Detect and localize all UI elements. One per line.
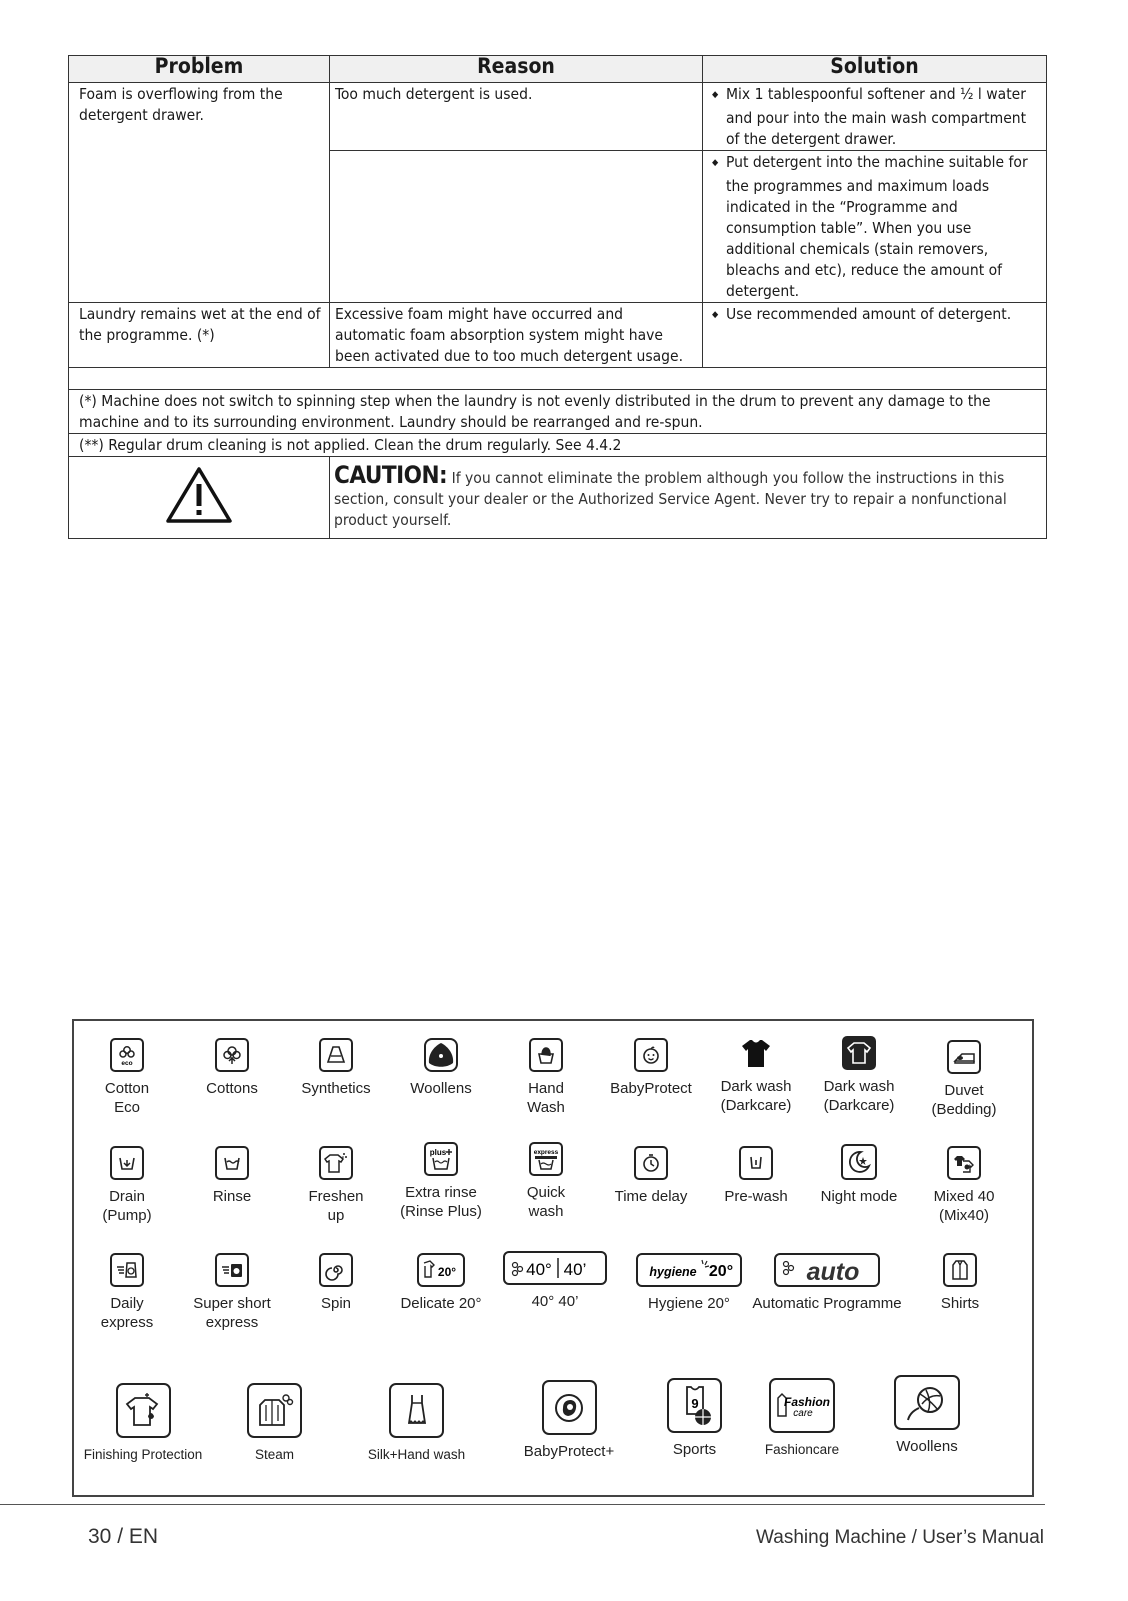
- solution-bullet: ◆ Mix 1 tablespoonful softener and ½ l water and pour into the main wash compartment of the detergent drawer.: [708, 84, 1041, 150]
- header-reason: Reason: [330, 56, 703, 83]
- header-solution: Solution: [703, 56, 1047, 83]
- caution-title: CAUTION:: [334, 461, 448, 489]
- solution-bullet: ◆ Put detergent into the machine suitable for the programmes and maximum loads indicated in the “Programme and consumption table”. When you use additional chemicals (stain removers, bleachs and etc), reduce the amount of detergent.: [708, 152, 1041, 302]
- symbol-label: Synthetics: [301, 1080, 371, 1097]
- super-short-express-icon: [215, 1253, 249, 1287]
- symbol-label: Hand Wash: [527, 1080, 565, 1116]
- problem-cell: Laundry remains wet at the end of the programme. (*): [69, 303, 330, 368]
- auto-text: auto: [806, 1258, 860, 1284]
- note-row: [69, 390, 1047, 434]
- eco-cotton-icon: [110, 1038, 144, 1072]
- symbol-label: Automatic Programme: [752, 1295, 902, 1312]
- steam-icon: [247, 1383, 302, 1438]
- symbol-cottons: [192, 1038, 272, 1098]
- rinse-icon: [215, 1146, 249, 1180]
- caution-text-cell: [330, 457, 1047, 539]
- note-spin: (*) Machine does not switch to spinning step when the laundry is not evenly distributed in the drum to prevent any damage to the machine and to its surrounding environment. Laundry should be rearranged and re-spun.: [69, 390, 1047, 434]
- symbol-label: Silk+Hand wash: [367, 1447, 466, 1462]
- symbol-label: Steam: [254, 1447, 295, 1462]
- symbol-extra-rinse: [391, 1142, 491, 1221]
- symbol-label: Mixed 40 (Mix40): [933, 1188, 995, 1224]
- delicate-temp-text: 20°: [437, 1265, 457, 1279]
- drain-icon: [110, 1146, 144, 1180]
- page-number: 30 / EN: [88, 1525, 159, 1548]
- symbol-time-delay: [601, 1146, 701, 1206]
- forty-b-text: 40’: [563, 1260, 587, 1279]
- symbol-label: Sports: [672, 1441, 717, 1458]
- mixed-40-icon: [947, 1146, 981, 1180]
- hygiene-20-icon: [636, 1253, 742, 1287]
- symbol-label: Fashioncare: [764, 1442, 840, 1457]
- fashioncare-icon: [769, 1378, 835, 1433]
- express-text: express: [533, 1149, 559, 1156]
- extra-rinse-icon: [424, 1142, 458, 1176]
- shirts-icon: [943, 1253, 977, 1287]
- symbol-label: Hygiene 20°: [648, 1295, 730, 1312]
- symbol-label: Duvet (Bedding): [931, 1082, 997, 1118]
- solution-bullet: ◆ Use recommended amount of detergent.: [708, 304, 1041, 328]
- forty-forty-icon: [503, 1251, 607, 1285]
- sports-number: 9: [690, 1395, 699, 1411]
- symbol-automatic-programme: [747, 1253, 907, 1313]
- caution-text: If you cannot eliminate the problem although you follow the instructions in this section, consult your dealer or the Authorized Service Agent. Never try to repair a nonfunctional product yourself.: [334, 469, 1007, 529]
- solution-cell: [703, 303, 1047, 368]
- symbol-daily-express: [87, 1253, 167, 1332]
- time-delay-icon: [634, 1146, 668, 1180]
- spin-icon: [319, 1253, 353, 1287]
- symbol-label: Woollens: [896, 1438, 958, 1455]
- hygiene-temp-text: 20°: [708, 1263, 734, 1280]
- symbol-label: Delicate 20°: [400, 1295, 482, 1312]
- reason-cell: Excessive foam might have occurred and automatic foam absorption system might have been activated due to too much detergent usage.: [330, 303, 703, 368]
- symbol-label: Shirts: [940, 1295, 980, 1312]
- symbol-label: Spin: [320, 1295, 352, 1312]
- duvet-icon: [947, 1040, 981, 1074]
- symbol-woollens: [401, 1038, 481, 1098]
- symbol-label: Quick wash: [526, 1184, 566, 1220]
- cotton-flower-icon: [215, 1038, 249, 1072]
- symbol-label: 40° 40’: [531, 1293, 579, 1310]
- footer-divider: [0, 1504, 1045, 1505]
- hygiene-word-text: hygiene: [649, 1265, 697, 1279]
- symbol-forty-forty: [496, 1251, 614, 1311]
- symbol-label: Super short express: [193, 1295, 271, 1331]
- daily-express-icon: [110, 1253, 144, 1287]
- symbol-silk-hand-wash: [354, 1383, 479, 1464]
- woollens-yarn-icon: [894, 1375, 960, 1430]
- symbol-drain: [87, 1146, 167, 1225]
- symbol-fashioncare: [752, 1378, 852, 1459]
- eco-text: eco: [121, 1060, 133, 1066]
- symbol-dark-wash-2: [809, 1036, 909, 1115]
- problem-cell: Foam is overflowing from the detergent drawer.: [69, 83, 330, 303]
- symbol-label: Cottons: [206, 1080, 258, 1097]
- note-drum: (**) Regular drum cleaning is not applied. Clean the drum regularly. See 4.4.2: [69, 434, 1047, 457]
- symbol-super-short-express: [182, 1253, 282, 1332]
- symbol-label: Rinse: [212, 1188, 252, 1205]
- hand-wash-icon: [529, 1038, 563, 1072]
- symbol-woollens-yarn: [882, 1375, 972, 1456]
- symbol-label: Daily express: [100, 1295, 154, 1331]
- symbol-label: Freshen up: [308, 1188, 364, 1224]
- symbol-night-mode: [809, 1144, 909, 1206]
- symbol-hand-wash: [506, 1038, 586, 1117]
- symbol-label: Time delay: [614, 1188, 688, 1205]
- symbol-quick-wash: [506, 1142, 586, 1221]
- symbol-rinse: [192, 1146, 272, 1206]
- fashion-text-2: care: [793, 1407, 813, 1419]
- symbol-label: BabyProtect: [610, 1080, 692, 1097]
- spacer-cell: [69, 368, 1047, 390]
- dark-tshirt-outline-icon: [842, 1036, 876, 1070]
- quick-wash-icon: [529, 1142, 563, 1176]
- symbol-dark-wash: [706, 1036, 806, 1115]
- symbol-delicate-20: [391, 1253, 491, 1313]
- symbol-sports: [647, 1378, 742, 1459]
- table-header-row: [69, 56, 1047, 83]
- symbol-mixed-40: [914, 1146, 1014, 1225]
- symbol-babyprotect-plus: [504, 1380, 634, 1461]
- symbol-synthetics: [296, 1038, 376, 1098]
- symbol-cotton-eco: [87, 1038, 167, 1117]
- note-row: [69, 434, 1047, 457]
- symbol-label: Night mode: [820, 1188, 898, 1205]
- pre-wash-icon: [739, 1146, 773, 1180]
- symbol-label: Cotton Eco: [104, 1080, 150, 1116]
- symbol-shirts: [920, 1253, 1000, 1313]
- programme-symbols-legend: [72, 1019, 1034, 1497]
- document-title: Washing Machine / User’s Manual: [756, 1527, 1044, 1548]
- symbol-label: Dark wash (Darkcare): [720, 1078, 792, 1114]
- header-problem: Problem: [69, 56, 330, 83]
- baby-face-icon: [634, 1038, 668, 1072]
- symbol-label: Extra rinse (Rinse Plus): [400, 1184, 482, 1220]
- symbol-duvet: [914, 1040, 1014, 1119]
- caution-row: [69, 457, 1047, 539]
- delicate-20-icon: [417, 1253, 465, 1287]
- babyprotect-plus-icon: [542, 1380, 597, 1435]
- table-row: [69, 303, 1047, 368]
- night-mode-icon: [841, 1144, 877, 1180]
- symbol-label: Finishing Protection: [83, 1447, 203, 1462]
- symbol-babyprotect: [601, 1038, 701, 1098]
- solution-cell: [703, 151, 1047, 303]
- synthetics-shirt-icon: [319, 1038, 353, 1072]
- symbol-label: Pre-wash: [724, 1188, 788, 1205]
- symbol-freshen-up: [296, 1146, 376, 1225]
- symbol-label: BabyProtect+: [523, 1443, 615, 1460]
- warning-triangle-icon: [165, 466, 233, 524]
- freshen-up-icon: [319, 1146, 353, 1180]
- symbol-pre-wash: [706, 1146, 806, 1206]
- troubleshooting-table: [68, 55, 1047, 539]
- symbol-label: Drain (Pump): [102, 1188, 152, 1224]
- table-row: [69, 83, 1047, 151]
- plus-text: plus: [429, 1148, 447, 1157]
- symbol-finishing-protection: [78, 1383, 208, 1464]
- silk-hand-wash-icon: [389, 1383, 444, 1438]
- symbol-steam: [217, 1383, 332, 1464]
- sports-icon: [667, 1378, 722, 1433]
- dark-tshirt-icon: [739, 1036, 773, 1070]
- fashion-text-1: Fashion: [783, 1394, 831, 1409]
- spacer-row: [69, 368, 1047, 390]
- solution-cell: [703, 83, 1047, 151]
- symbol-label: Dark wash (Darkcare): [823, 1078, 895, 1114]
- symbol-spin: [296, 1253, 376, 1313]
- auto-programme-icon: [774, 1253, 880, 1287]
- caution-icon-cell: [69, 457, 330, 539]
- symbol-label: Woollens: [410, 1080, 472, 1097]
- symbol-hygiene-20: [629, 1253, 749, 1313]
- reason-cell: Too much detergent is used.: [330, 83, 703, 151]
- forty-a-text: 40°: [526, 1260, 552, 1279]
- finishing-protection-icon: [116, 1383, 171, 1438]
- reason-cell-empty: [330, 151, 703, 303]
- woollens-ball-icon: [424, 1038, 458, 1072]
